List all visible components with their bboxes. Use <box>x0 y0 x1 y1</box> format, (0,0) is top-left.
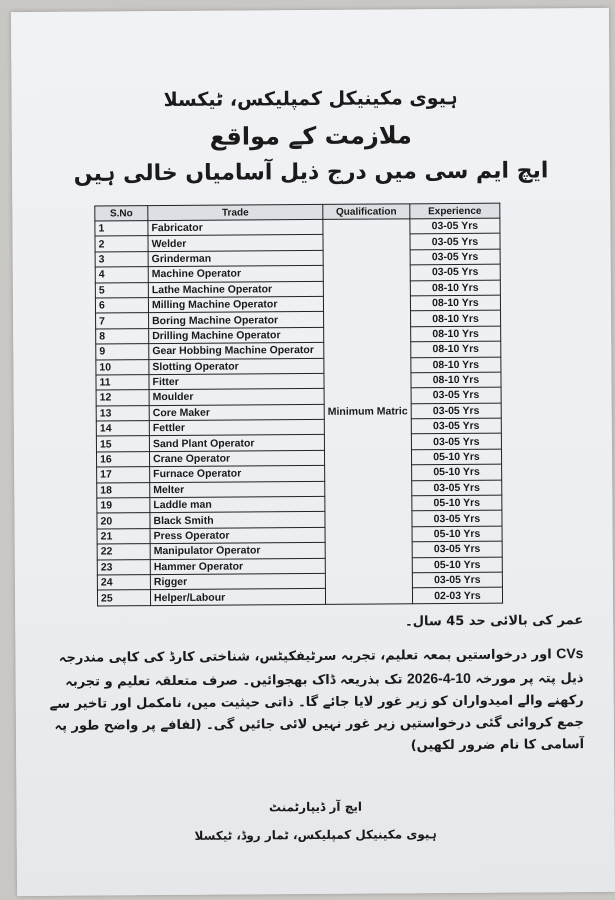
row-trade: Laddle man <box>150 496 325 513</box>
row-experience: 08-10 Yrs <box>411 326 501 342</box>
row-sno: 8 <box>96 328 149 344</box>
row-trade: Drilling Machine Operator <box>149 327 324 344</box>
row-trade: Slotting Operator <box>149 358 324 375</box>
row-experience: 08-10 Yrs <box>411 341 501 357</box>
row-experience: 05-10 Yrs <box>412 495 502 511</box>
vacancies-subheading: ایچ ایم سی میں درج ذیل آسامیاں خالی ہیں <box>73 158 549 187</box>
row-sno: 21 <box>97 528 150 544</box>
row-experience: 08-10 Yrs <box>410 280 500 296</box>
row-sno: 2 <box>95 236 148 252</box>
row-sno: 5 <box>95 282 148 298</box>
row-experience: 03-05 Yrs <box>412 541 502 557</box>
instructions-part-a: اور درخواستیں بمعہ تعلیم، تجربہ سرٹیفکیٹس، شناختی کارڈ کی کاپی مندرجہ ذیل پتہ پر مورخہ <box>58 647 584 687</box>
row-trade: Welder <box>148 235 323 252</box>
row-trade: Furnace Operator <box>150 466 325 483</box>
row-experience: 05-10 Yrs <box>411 449 501 465</box>
row-experience: 03-05 Yrs <box>410 249 500 265</box>
row-trade: Sand Plant Operator <box>149 435 324 452</box>
instructions-part-b: تک بذریعہ ڈاک بھجوائیں۔ صرف متعلقہ تعلیم و تجربہ رکھنے والے امیدواران کو زیر غور لایا جائے گا۔ ذاتی حیثیت میں، نامکمل اور تاخیر سے جمع کروائی گئی درخواستیں زیر غور نہیں لائی جائیں گی۔ (لفافے پر واضح طور پہ آسامی کا نام ضرور لکھیں) <box>49 672 585 754</box>
qualification-cell: Minimum Matric <box>323 219 413 604</box>
row-trade: Core Maker <box>149 404 324 421</box>
row-trade: Gear Hobbing Machine Operator <box>149 343 324 360</box>
row-trade: Moulder <box>149 389 324 406</box>
row-experience: 02-03 Yrs <box>412 588 502 604</box>
row-experience: 03-05 Yrs <box>411 434 501 450</box>
column-header-experience: Experience <box>410 203 500 219</box>
row-trade: Crane Operator <box>149 450 324 467</box>
row-experience: 08-10 Yrs <box>411 357 501 373</box>
column-header-sno: S.No <box>95 206 148 221</box>
row-experience: 03-05 Yrs <box>410 218 500 234</box>
row-experience: 05-10 Yrs <box>412 464 502 480</box>
row-experience: 08-10 Yrs <box>410 295 500 311</box>
row-sno: 3 <box>95 251 148 267</box>
row-sno: 13 <box>96 405 149 421</box>
age-limit-note: عمر کی بالائی حد 45 سال۔ <box>405 613 584 630</box>
row-trade: Rigger <box>150 573 325 590</box>
organization-title: ہیوی مکینیکل کمپلیکس، ٹیکسلا <box>163 86 458 112</box>
row-experience: 03-05 Yrs <box>412 480 502 496</box>
row-experience: 03-05 Yrs <box>411 403 501 419</box>
row-trade: Machine Operator <box>148 266 323 283</box>
row-experience: 03-05 Yrs <box>410 234 500 250</box>
row-sno: 9 <box>96 344 149 360</box>
row-experience: 03-05 Yrs <box>411 418 501 434</box>
row-sno: 4 <box>95 267 148 283</box>
table-row <box>97 588 502 606</box>
row-sno: 24 <box>97 575 150 591</box>
row-experience: 03-05 Yrs <box>412 572 502 588</box>
row-experience: 03-05 Yrs <box>412 511 502 527</box>
row-sno: 14 <box>96 421 149 437</box>
notice-paper <box>11 8 615 896</box>
column-header-trade: Trade <box>148 204 323 220</box>
row-sno: 23 <box>97 559 150 575</box>
row-sno: 25 <box>97 590 150 606</box>
row-experience: 08-10 Yrs <box>410 311 500 327</box>
deadline-date: 10-4-2026 <box>406 669 471 687</box>
row-trade: Black Smith <box>150 512 325 529</box>
row-sno: 10 <box>96 359 149 375</box>
row-experience: 08-10 Yrs <box>411 372 501 388</box>
row-sno: 19 <box>97 498 150 514</box>
row-trade: Fabricator <box>148 219 323 236</box>
row-trade: Fitter <box>149 373 324 390</box>
row-trade: Manipulator Operator <box>150 543 325 560</box>
row-sno: 12 <box>96 390 149 406</box>
row-trade: Melter <box>150 481 325 498</box>
row-experience: 05-10 Yrs <box>412 526 502 542</box>
notice-heading: ملازمت کے مواقع <box>209 121 412 151</box>
row-trade: Boring Machine Operator <box>149 312 324 329</box>
row-sno: 11 <box>96 375 149 391</box>
row-trade: Grinderman <box>148 250 323 267</box>
row-sno: 20 <box>97 513 150 529</box>
row-sno: 16 <box>96 452 149 468</box>
row-trade: Fettler <box>149 419 324 436</box>
row-sno: 6 <box>95 298 148 314</box>
row-experience: 03-05 Yrs <box>410 264 500 280</box>
application-instructions <box>45 642 584 760</box>
row-experience: 03-05 Yrs <box>411 387 501 403</box>
vacancies-table <box>94 203 503 607</box>
row-trade: Milling Machine Operator <box>148 296 323 313</box>
row-trade: Press Operator <box>150 527 325 544</box>
row-sno: 1 <box>95 221 148 237</box>
cvs-label: CVs <box>556 645 584 662</box>
signature-address: ہیوی مکینیکل کمپلیکس، ٹمار روڈ، ٹیکسلا <box>194 827 437 843</box>
row-sno: 17 <box>97 467 150 483</box>
signature-department: ایچ آر ڈیپارٹمنٹ <box>268 799 363 815</box>
row-sno: 7 <box>96 313 149 329</box>
row-sno: 22 <box>97 544 150 560</box>
row-experience: 05-10 Yrs <box>412 557 502 573</box>
row-sno: 18 <box>97 482 150 498</box>
row-trade: Hammer Operator <box>150 558 325 575</box>
row-sno: 15 <box>96 436 149 452</box>
row-trade: Helper/Labour <box>150 589 325 606</box>
column-header-qualification: Qualification <box>323 204 410 220</box>
row-trade: Lathe Machine Operator <box>148 281 323 298</box>
